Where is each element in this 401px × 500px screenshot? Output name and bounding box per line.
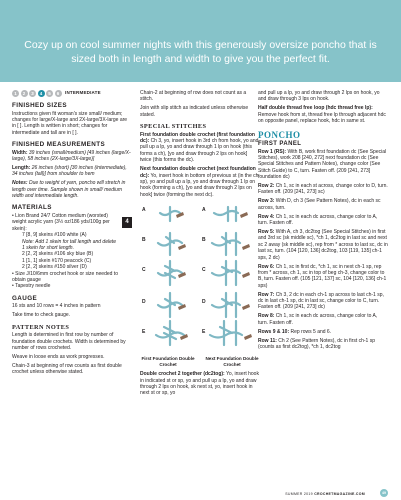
diagram-label-d-right: D	[202, 298, 206, 305]
row-6: Row 6: Ch 1, sc in first dc, *ch 1, sc in next ch-1 sp, rep from * across, ch 1, sc in top of beg ch-3, change color to B, turn. Fasten off. (105 [121, 137] sc, 104 [120, 136] ch-1 sps)	[258, 263, 387, 289]
width-paragraph	[12, 150, 132, 163]
caption-first-foundation: First Foundation Double Crochet	[141, 356, 195, 367]
nfdc-paragraph	[140, 166, 260, 198]
yarn-block	[12, 213, 132, 271]
materials-heading: MATERIALS	[12, 204, 52, 212]
notes-paragraph	[12, 180, 132, 199]
column-right	[258, 90, 388, 353]
gauge-heading: GAUGE	[12, 294, 38, 302]
special-stitches-heading: SPECIAL STITCHES	[140, 123, 207, 131]
row-1: Row 1 (RS): With B, work first foundation dc (See Special Stitches), work 208 [240, 272] next foundation dc (See Special Stitches and Pattern Notes), change color (See Stitch Guide) to C, turn. Fasten off. (209 [241, 273] foundation dc)	[258, 148, 387, 181]
row-7: Row 7: Ch 3, 2 dc in each ch-1 sp across to last ch-1 sp, dc in last ch-1 sp, dc in last sc, change color to C, turn. Fasten off. (209 [241, 273] dc)	[258, 291, 384, 311]
nfdc-text: Yo, insert hook in bottom of previous st (in the ch sp), yo and pull up a lp, yo and draw through 1 lp on hook (forming a ch), [yo and draw through 2 lps on hook] twice (forming the next dc).	[140, 172, 259, 198]
fdc-label: First foundation double crochet (first foundation dc):	[140, 131, 255, 145]
width-text: 39 inches (small/medium) [49 inches (large/X-large), 58 inches (2X-large/3X-large)]	[12, 149, 131, 163]
diagram-label-c-left: C	[142, 266, 146, 273]
width-label: Width:	[12, 149, 28, 156]
skill-dot-4-active: 4	[38, 90, 45, 97]
skill-dot-1: 1	[12, 90, 19, 97]
yarn-weight-badge: 4	[122, 217, 132, 228]
poncho-heading: PONCHO	[258, 129, 301, 140]
pattern-notes-1: Length is determined in first row by number of foundation double crochets. Width is determined by number of rows crocheted.	[12, 332, 126, 351]
rows-9-10: Rows 9 & 10: Rep rows 5 and 6.	[258, 328, 332, 335]
diagram-label-a-left: A	[142, 206, 146, 213]
dc2tog-continued: and pull up a lp, yo and draw through 2 lps on hook, yo and draw through 3 lps on hook.	[258, 90, 380, 103]
finished-sizes-text: Instructions given fit woman's size small/ medium; changes for large/X-large and 2X-large/3X-large are in [ ]. Length is written in short; changes for intermediate and tall are in [ ].	[12, 110, 128, 136]
row-3: Row 3: With D, ch 3 (See Pattern Notes), dc in each sc across, turn.	[258, 198, 381, 211]
footer-issue-text: SUMMER 2019 CROCHETMAGAZINE.COM	[285, 492, 365, 496]
diagram-label-b-left: B	[142, 236, 146, 243]
first-panel-heading: FIRST PANEL	[258, 140, 302, 147]
length-label: Length:	[12, 164, 31, 171]
skill-level-indicator	[12, 90, 132, 97]
length-paragraph	[12, 165, 132, 178]
dc2tog-paragraph	[140, 371, 260, 397]
yarn-line-main: • Lion Brand 24/7 Cotton medium (worsted) weight acrylic yarn (3½ oz/186 yds/100g per skein):	[12, 212, 110, 232]
yarn-line-d: 2 [2, 2] skeins #150 silver (D)	[22, 264, 87, 271]
needle-line: • Tapestry needle	[12, 283, 51, 290]
diagram-label-e-right: E	[202, 328, 206, 335]
skill-dot-6: 6	[55, 90, 62, 97]
row-8: Row 8: Ch 1, sc in each dc across, change color to A, turn. Fasten off.	[258, 313, 378, 326]
yarn-line-c: 1 [1, 1] skein #170 peacock (C)	[22, 257, 92, 264]
notes-label: Notes:	[12, 180, 28, 187]
diagram-label-c-right: C	[202, 266, 206, 273]
skill-dot-3: 3	[29, 90, 36, 97]
yarn-line-b: 2 [2, 2] skeins #106 sky blue (B)	[22, 251, 94, 258]
pattern-notes-3: Chain-3 at beginning of row counts as first double crochet unless otherwise stated.	[12, 362, 122, 376]
skill-level-label: INTERMEDIATE	[65, 90, 101, 96]
diagram-label-e-left: E	[142, 328, 146, 335]
pattern-notes-2: Weave in loose ends as work progresses.	[12, 353, 105, 360]
gauge-text: 16 sts and 10 rows = 4 inches in pattern	[12, 303, 101, 310]
page-footer	[0, 489, 401, 497]
fdc-text: Ch 3, yo, insert hook in 3rd ch from hook, yo and pull up a lp, yo and draw through 1 lp on hook (this forms a ch), [yo and draw through 2 lps on hook] twice (this forms the dc).	[140, 138, 259, 164]
chain2-note: Chain-2 at beginning of row does not count as a stitch.	[140, 90, 247, 103]
pattern-notes-heading: PATTERN NOTES	[12, 323, 70, 331]
skill-dot-2: 2	[21, 90, 28, 97]
finished-sizes-heading: FINISHED SIZES	[12, 102, 67, 109]
diagram-label-d-left: D	[142, 298, 146, 305]
caption-next-foundation: Next Foundation Double Crochet	[205, 356, 259, 367]
yarn-lines	[12, 213, 120, 271]
column-middle	[140, 90, 260, 399]
header-banner	[0, 0, 401, 82]
foundation-stitch-diagram	[140, 203, 260, 361]
join-note: Join with slip stitch as indicated unless otherwise stated.	[140, 105, 249, 118]
length-text: 26 inches (short) [30 inches (intermediate), 34 inches (tall)] from shoulder to hem	[12, 164, 127, 178]
dc2tog-text: Yo, insert hook in indicated st or sp, yo and pull up a lp, yo and draw through 2 lps on hook, sk next st, yo, insert hook in next st or sp, yo	[140, 371, 259, 397]
column-left	[12, 90, 132, 378]
dc2tog-label: Double crochet 2 together (dc2tog):	[140, 371, 225, 378]
nfdc-label: Next foundation double crochet (next foundation dc):	[140, 166, 256, 179]
yarn-line-a: 7 [8, 9] skeins #100 white (A)	[22, 232, 87, 239]
row-11: Row 11: Ch 2 (See Pattern Notes), dc in first ch-1 sp (counts as first dc2tog), *ch 1, dc2tog	[258, 337, 376, 350]
notes-text: Due to weight of yarn, poncho will stretch in length over time. Sample shown in small/ medium width and intermediate length.	[12, 180, 126, 200]
yarn-line-note: Note: Add 1 skein for tall length and delete 1 skein for short length.	[22, 238, 117, 251]
row-5: Row 5: With A, ch 3, dc2tog (See Special Stitches) in first and 3rd sc (sk middle sc), *ch 1, dc2tog in last sc and next sc 2 away (sk middle sc), rep from * across to last sc, dc in last sc, turn. (104 [120, 136] dc2tog, 103 [119, 135] ch-1 sps, 2 dc)	[258, 229, 388, 261]
gauge-check-text: Take time to check gauge.	[12, 312, 71, 319]
hdc-label: Half double thread free loop (hdc thread free lp):	[258, 105, 373, 112]
diagram-label-b-right: B	[202, 236, 206, 243]
diagram-label-a-right: A	[202, 206, 206, 213]
page-number: 49	[380, 489, 388, 497]
row-2: Row 2: Ch 1, sc in each st across, change color to D, turn. Fasten off. (209 [241, 273] sc)	[258, 183, 388, 196]
row-4: Row 4: Ch 1, sc in each dc across, change color to A, turn. Fasten off.	[258, 213, 378, 227]
hdc-paragraph	[258, 105, 388, 124]
skill-dot-5: 5	[46, 90, 53, 97]
banner-intro-text: Cozy up on cool summer nights with this generously oversize poncho that is sized both in length and width to give you the perfect fit.	[24, 39, 377, 65]
hook-line: • Size J/10/6mm crochet hook or size needed to obtain gauge	[12, 270, 118, 284]
hdc-text: Remove hook from st, thread free lp through adjacent hdc on opposite panel, replace hook, hdc in same st.	[258, 111, 386, 125]
finished-measurements-heading: FINISHED MEASUREMENTS	[12, 141, 106, 149]
fdc-paragraph	[140, 132, 260, 164]
